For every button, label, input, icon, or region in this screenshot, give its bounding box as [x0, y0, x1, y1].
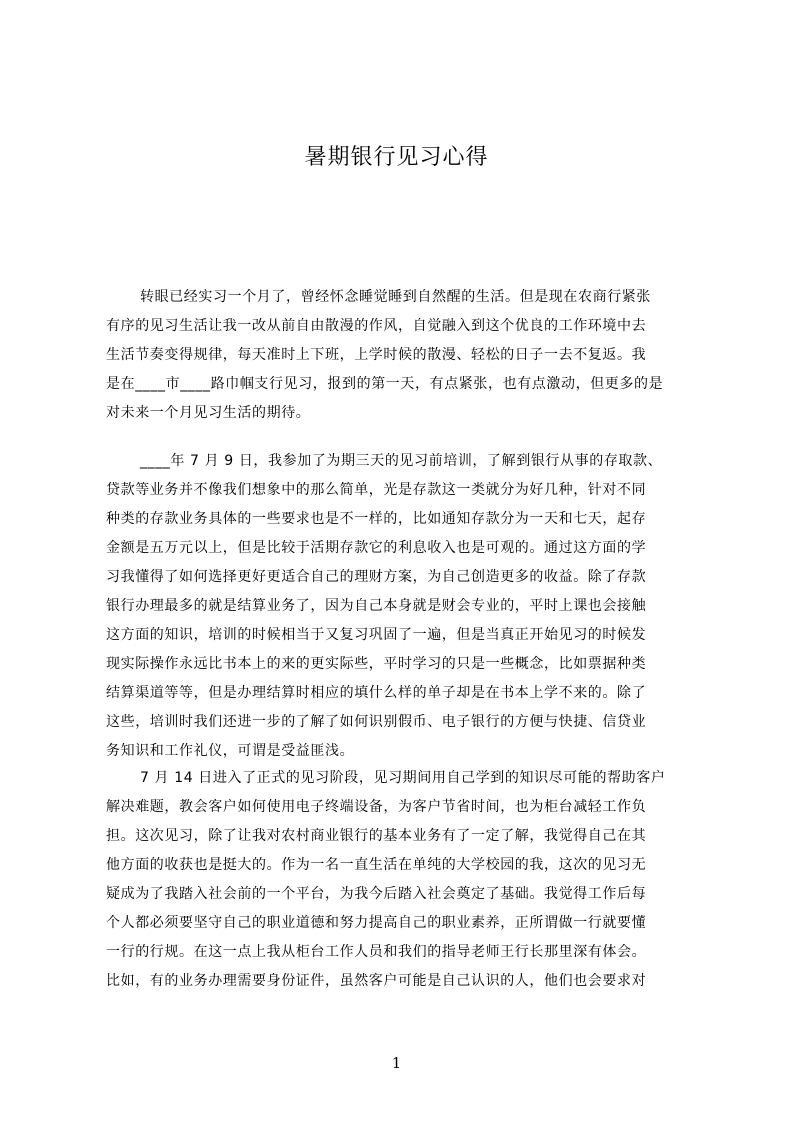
text-line: 担。这次见习，除了让我对农村商业银行的基本业务有了一定了解，我觉得自己在其	[106, 828, 647, 844]
text-line: ____年 7 月 9 日，我参加了为期三天的见习前培训，了解到银行从事的存取款、	[140, 453, 663, 469]
text-line: 银行办理最多的就是结算业务了，因为自己本身就是财会专业的，平时上课也会接触	[106, 598, 647, 614]
text-line: 这些，培训时我们还进一步的了解了如何识别假币、电子银行的方便与快捷、信贷业	[106, 714, 647, 730]
page-number: 1	[391, 1054, 402, 1072]
text-line: 现实际操作永远比书本上的来的更实际些，平时学习的只是一些概念，比如票据种类	[106, 656, 647, 672]
paragraph-3	[106, 764, 706, 996]
text-line: 有序的见习生活让我一改从前自由散漫的作风，自觉融入到这个优良的工作环境中去	[106, 318, 647, 334]
text-line: 贷款等业务并不像我们想象中的那么简单，光是存款这一类就分为好几种，针对不同	[106, 482, 647, 498]
text-line: 习我懂得了如何选择更好更适合自己的理财方案，为自己创造更多的收益。除了存款	[106, 569, 647, 585]
text-line: 金额是五万元以上，但是比较于活期存款它的利息收入也是可观的。通过这方面的学	[106, 540, 647, 556]
text-line: 他方面的收获也是挺大的。作为一名一直生活在单纯的大学校园的我，这次的见习无	[106, 857, 647, 873]
text-line: 一行的行规。在这一点上我从柜台工作人员和我们的指导老师王行长那里深有体会。	[106, 944, 647, 960]
text-line: 结算渠道等等，但是办理结算时相应的填什么样的单子却是在书本上学不来的。除了	[106, 685, 647, 701]
text-line: 务知识和工作礼仪，可谓是受益匪浅。	[106, 743, 355, 759]
text-line: 疑成为了我踏入社会前的一个平台，为我今后踏入社会奠定了基础。我觉得工作后每	[106, 886, 647, 902]
text-line: 个人都必须要坚守自己的职业道德和努力提高自己的职业素养，正所谓做一行就要懂	[106, 915, 647, 931]
document-title: 暑期银行见习心得	[304, 145, 489, 170]
text-line: 7 月 14 日进入了正式的见习阶段，见习期间用自己学到的知识尽可能的帮助客户	[140, 770, 666, 786]
text-line: 种类的存款业务具体的一些要求也是不一样的，比如通知存款分为一天和七天，起存	[106, 511, 647, 527]
text-line: 比如，有的业务办理需要身份证件，虽然客户可能是自己认识的人，他们也会要求对	[106, 973, 647, 989]
text-line: 对未来一个月见习生活的期待。	[106, 405, 311, 421]
paragraph-1	[106, 283, 706, 428]
text-line: 是在____市____路巾帼支行见习，报到的第一天，有点紧张，也有点激动，但更多的是	[106, 376, 664, 392]
paragraph-2	[106, 447, 706, 766]
text-line: 转眼已经实习一个月了，曾经怀念睡觉睡到自然醒的生活。但是现在农商行紧张	[140, 289, 651, 305]
text-line: 解决难题，教会客户如何使用电子终端设备，为客户节省时间，也为柜台减轻工作负	[106, 799, 647, 815]
text-line: 生活节奏变得规律，每天准时上下班，上学时候的散漫、轻松的日子一去不复返。我	[106, 347, 647, 363]
text-line: 这方面的知识，培训的时候相当于又复习巩固了一遍，但是当真正开始见习的时候发	[106, 627, 647, 643]
